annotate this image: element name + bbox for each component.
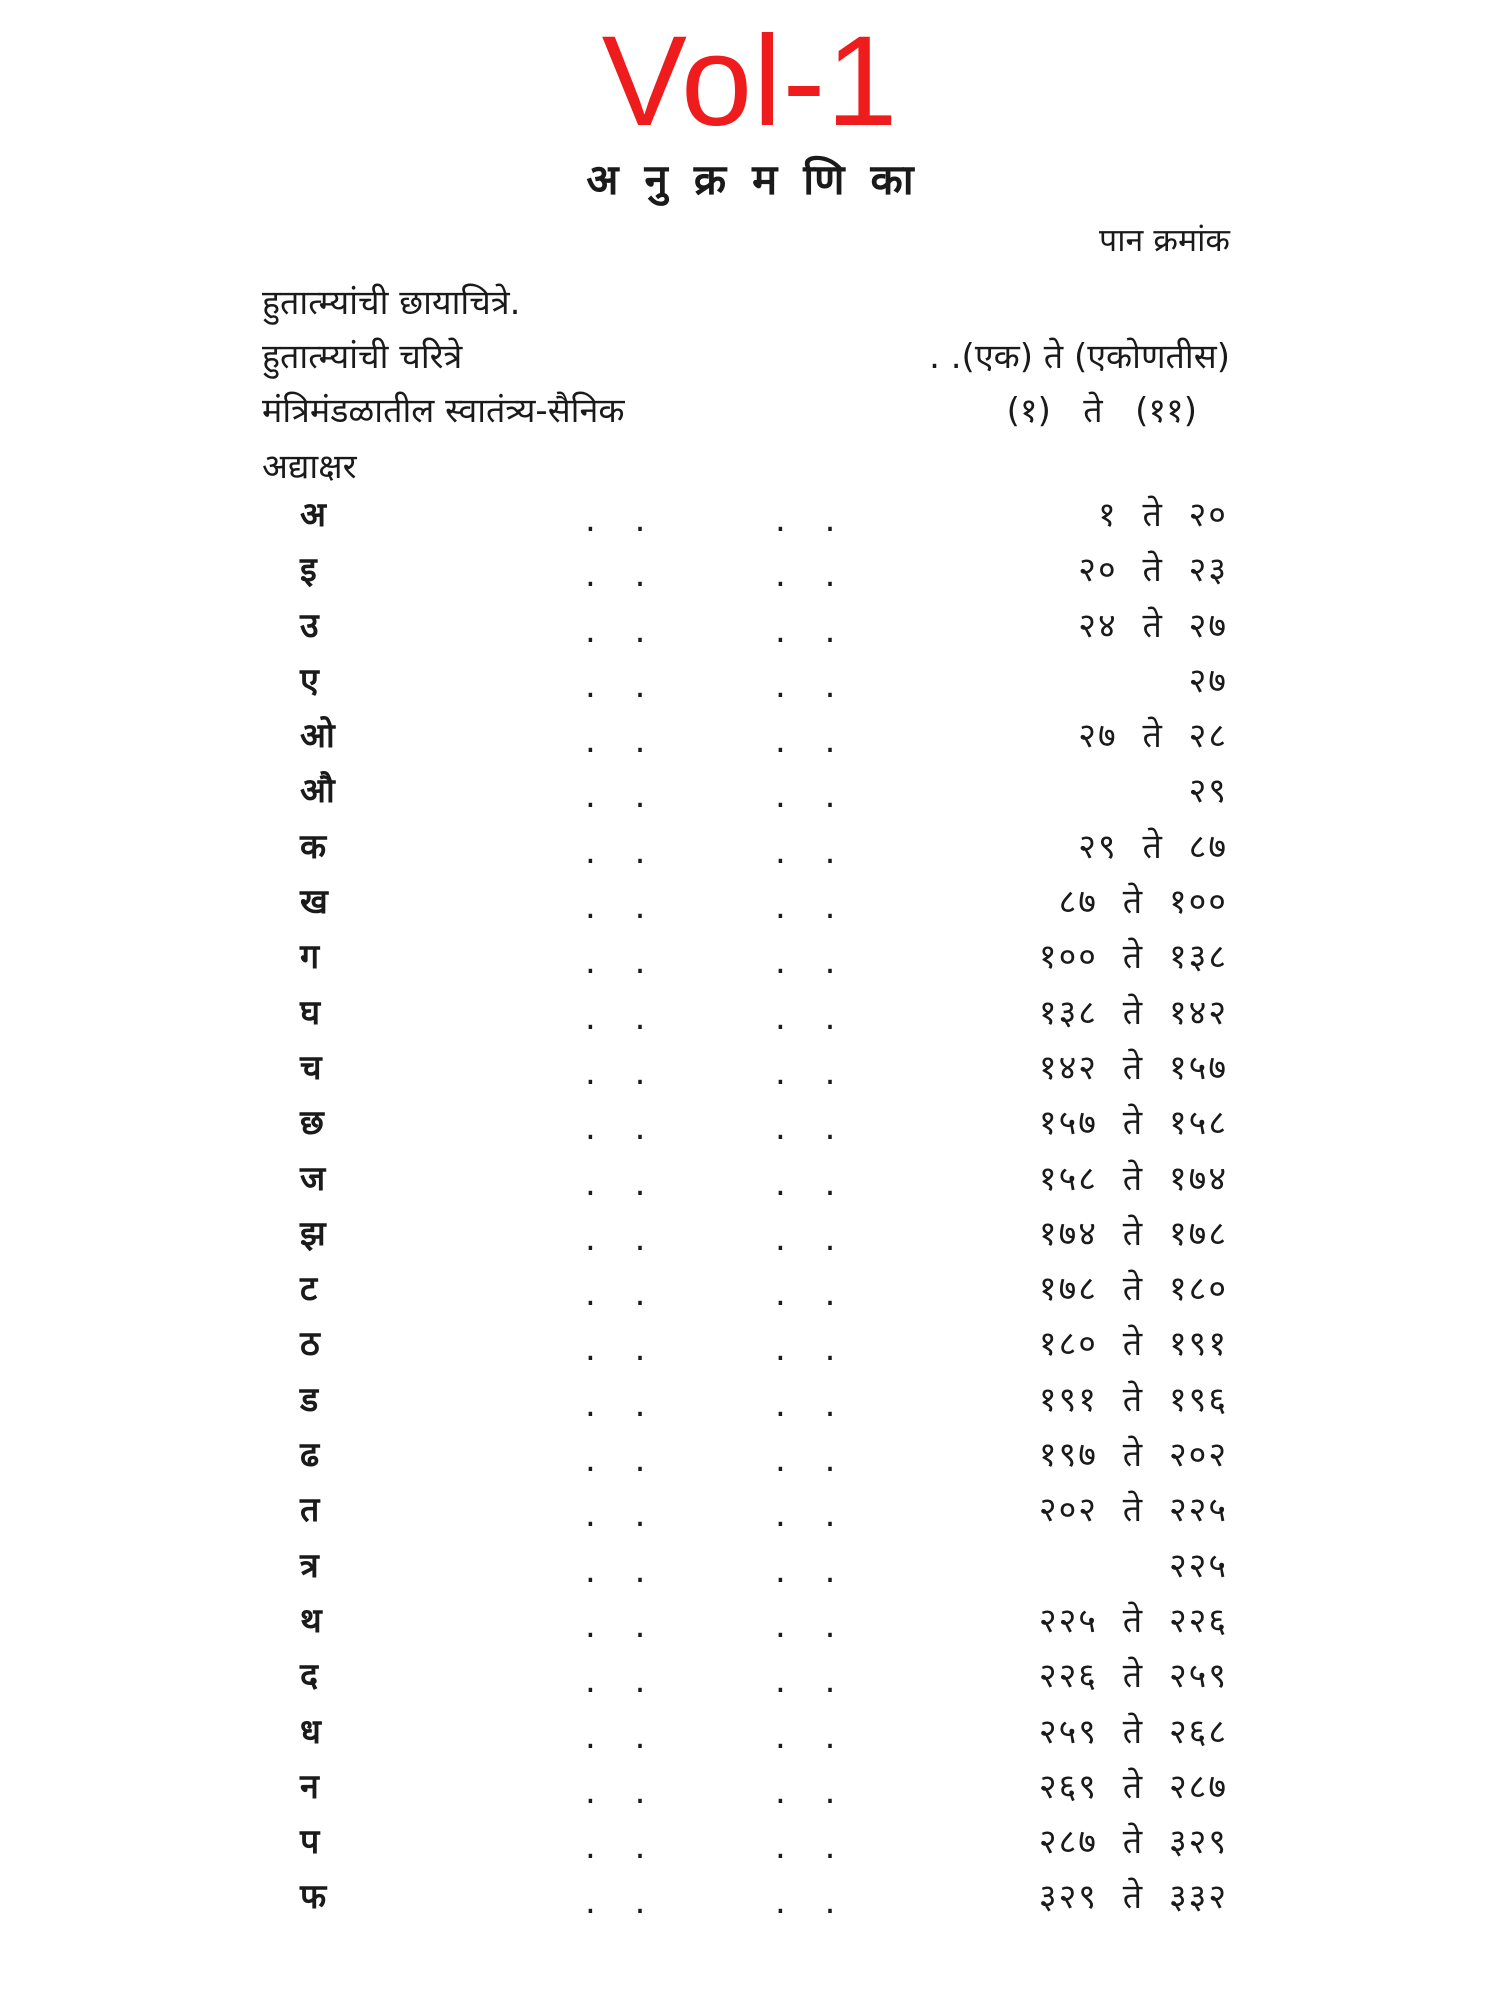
index-pages: १७४ ते १७८ xyxy=(1038,1213,1228,1254)
index-letter: प xyxy=(300,1822,320,1863)
index-pages: २९ ते ८७ xyxy=(1078,826,1228,867)
leader-dots: . . xyxy=(775,500,850,540)
index-row xyxy=(0,1430,1500,1485)
index-row xyxy=(0,1043,1500,1098)
index-letter: ध xyxy=(300,1711,321,1752)
index-pages: २५९ ते २६८ xyxy=(1038,1711,1228,1752)
index-row xyxy=(0,711,1500,766)
index-pages: २७ xyxy=(1188,660,1228,701)
index-pages: १३८ ते १४२ xyxy=(1038,992,1228,1033)
index-letter: त xyxy=(300,1490,320,1531)
index-pages: २४ ते २७ xyxy=(1078,605,1228,646)
leader-dots: . . xyxy=(585,1274,660,1315)
index-letter: ड xyxy=(300,1379,319,1420)
index-letter: उ xyxy=(300,605,319,646)
leader-dots: . . xyxy=(585,1384,660,1425)
index-row xyxy=(0,1817,1500,1872)
leader-dots: . . xyxy=(775,1052,850,1093)
index-pages: २८७ ते ३२९ xyxy=(1038,1822,1228,1863)
index-row xyxy=(0,988,1500,1043)
index-heading: अद्याक्षर xyxy=(262,447,357,487)
index-pages: २९ xyxy=(1188,771,1228,812)
leader-dots: . . xyxy=(585,1827,660,1868)
index-letter: ज xyxy=(300,1158,326,1199)
index-row xyxy=(0,1264,1500,1319)
biographies-entry xyxy=(262,332,1230,378)
index-row xyxy=(0,1319,1500,1374)
leader-dots: . . xyxy=(775,1716,850,1757)
title-letter: म xyxy=(752,155,778,204)
index-row xyxy=(0,656,1500,711)
ministers-pages: (१) ते (११) xyxy=(1006,391,1197,431)
index-pages: २६९ ते २८७ xyxy=(1038,1766,1228,1807)
index-row xyxy=(0,1098,1500,1153)
index-pages: २० ते २३ xyxy=(1078,550,1228,591)
leader-dots: . . xyxy=(775,1163,850,1204)
index-letter: ठ xyxy=(300,1324,320,1365)
index-row xyxy=(0,822,1500,877)
index-pages: २२५ ते २२६ xyxy=(1038,1600,1228,1641)
index-row xyxy=(0,1209,1500,1264)
title-letter: का xyxy=(870,155,914,204)
leader-dots: . . xyxy=(585,1108,660,1149)
leader-dots: . . xyxy=(775,665,850,706)
index-row xyxy=(0,490,1500,545)
index-letter: ढ xyxy=(300,1435,320,1476)
leader-dots: . . xyxy=(585,1661,660,1702)
index-row xyxy=(0,877,1500,932)
index-pages: १०० ते १३८ xyxy=(1038,937,1228,978)
index-letter: अ xyxy=(300,495,326,535)
index-letter: झ xyxy=(300,1213,326,1254)
index-letter: औ xyxy=(300,771,335,812)
leader-dots: . . xyxy=(775,1329,850,1370)
index-letter: थ xyxy=(300,1600,322,1641)
index-row xyxy=(0,1375,1500,1430)
leader-dots: . . xyxy=(585,1495,660,1536)
leader-dots: . . xyxy=(585,997,660,1038)
index-letter: ए xyxy=(300,660,319,701)
leader-dots: . . xyxy=(585,831,660,872)
leader-dots: . . xyxy=(585,887,660,928)
leader-dots: . . xyxy=(585,1440,660,1481)
index-row xyxy=(0,1154,1500,1209)
leader-dots: . . xyxy=(775,1661,850,1702)
leader-dots: . . xyxy=(775,721,850,762)
index-pages: २२५ xyxy=(1168,1545,1228,1586)
index-letter: त्र xyxy=(300,1545,319,1586)
leader-dots: . . xyxy=(585,500,660,540)
leader-dots: . . xyxy=(775,1218,850,1259)
leader-dots: . . xyxy=(775,831,850,872)
leader-dots: . . xyxy=(585,721,660,762)
index-row xyxy=(0,545,1500,600)
title-letter: अ xyxy=(586,155,619,204)
leader-dots: . . xyxy=(775,1771,850,1812)
index-row xyxy=(0,932,1500,987)
leader-dots: . . xyxy=(775,1108,850,1149)
index-pages: १५७ ते १५८ xyxy=(1038,1103,1228,1144)
leader-dots: . . xyxy=(775,1274,850,1315)
biographies-pages: . .(एक) ते (एकोणतीस) xyxy=(929,337,1230,377)
photos-label: हुतात्म्यांची छायाचित्रे. xyxy=(262,283,521,323)
leader-dots: . . xyxy=(775,1882,850,1923)
index-pages: २७ ते २८ xyxy=(1078,716,1228,757)
leader-dots: . . xyxy=(775,1605,850,1646)
index-list xyxy=(0,490,1500,1928)
index-letter: क xyxy=(300,826,327,867)
index-pages: १४२ ते १५७ xyxy=(1038,1047,1228,1088)
index-pages: १९१ ते १९६ xyxy=(1038,1379,1228,1420)
leader-dots: . . xyxy=(585,1771,660,1812)
index-row xyxy=(0,1762,1500,1817)
ministers-label: मंत्रिमंडळातील स्वातंत्र्य-सैनिक xyxy=(262,391,625,431)
leader-dots: . . xyxy=(775,555,850,596)
leader-dots: . . xyxy=(585,776,660,817)
leader-dots: . . xyxy=(775,1827,850,1868)
leader-dots: . . xyxy=(585,1218,660,1259)
index-row xyxy=(0,601,1500,656)
page-title xyxy=(0,150,1500,207)
leader-dots: . . xyxy=(585,555,660,596)
leader-dots: . . xyxy=(775,942,850,983)
index-row xyxy=(0,1596,1500,1651)
leader-dots: . . xyxy=(585,1163,660,1204)
index-letter: ट xyxy=(300,1269,318,1310)
index-row xyxy=(0,766,1500,821)
index-letter: च xyxy=(300,1047,322,1088)
index-pages: १७८ ते १८० xyxy=(1038,1269,1228,1310)
index-pages: ३२९ ते ३३२ xyxy=(1038,1877,1228,1918)
index-letter: फ xyxy=(300,1877,327,1918)
index-letter: न xyxy=(300,1766,319,1807)
index-pages: २०२ ते २२५ xyxy=(1038,1490,1228,1531)
leader-dots: . . xyxy=(775,776,850,817)
index-letter: ओ xyxy=(300,716,335,757)
index-pages: ८७ ते १०० xyxy=(1058,882,1228,923)
index-row xyxy=(0,1872,1500,1927)
ministers-entry xyxy=(262,386,1197,432)
index-row xyxy=(0,1651,1500,1706)
index-letter: ख xyxy=(300,882,328,923)
leader-dots: . . xyxy=(585,1052,660,1093)
leader-dots: . . xyxy=(775,887,850,928)
leader-dots: . . xyxy=(775,1495,850,1536)
leader-dots: . . xyxy=(775,1440,850,1481)
leader-dots: . . xyxy=(775,610,850,651)
title-letter: नु xyxy=(644,155,668,204)
leader-dots: . . xyxy=(585,942,660,983)
index-pages: २२६ ते २५९ xyxy=(1038,1656,1228,1697)
leader-dots: . . xyxy=(585,665,660,706)
photos-entry xyxy=(262,278,520,324)
leader-dots: . . xyxy=(775,1384,850,1425)
leader-dots: . . xyxy=(585,1605,660,1646)
title-letter: क्र xyxy=(693,155,727,204)
index-letter: छ xyxy=(300,1103,324,1144)
index-letter: इ xyxy=(300,550,317,591)
index-pages: १९७ ते २०२ xyxy=(1038,1435,1228,1476)
leader-dots: . . xyxy=(585,1550,660,1591)
index-pages: १८० ते १९१ xyxy=(1038,1324,1228,1365)
index-pages: १५८ ते १७४ xyxy=(1038,1158,1228,1199)
index-row xyxy=(0,1541,1500,1596)
index-letter: ग xyxy=(300,937,320,978)
leader-dots: . . xyxy=(775,1550,850,1591)
leader-dots: . . xyxy=(585,1716,660,1757)
index-letter: घ xyxy=(300,992,321,1033)
leader-dots: . . xyxy=(775,997,850,1038)
volume-label: Vol-1 xyxy=(601,10,899,153)
index-letter: द xyxy=(300,1656,319,1697)
index-row xyxy=(0,1707,1500,1762)
index-row xyxy=(0,1485,1500,1540)
leader-dots: . . xyxy=(585,1882,660,1923)
title-letter: णि xyxy=(803,155,845,204)
page-number-column-header: पान क्रमांक xyxy=(1099,221,1230,259)
leader-dots: . . xyxy=(585,1329,660,1370)
leader-dots: . . xyxy=(585,610,660,651)
index-pages: १ ते २० xyxy=(1097,495,1228,535)
biographies-label: हुतात्म्यांची चरित्रे xyxy=(262,337,463,377)
